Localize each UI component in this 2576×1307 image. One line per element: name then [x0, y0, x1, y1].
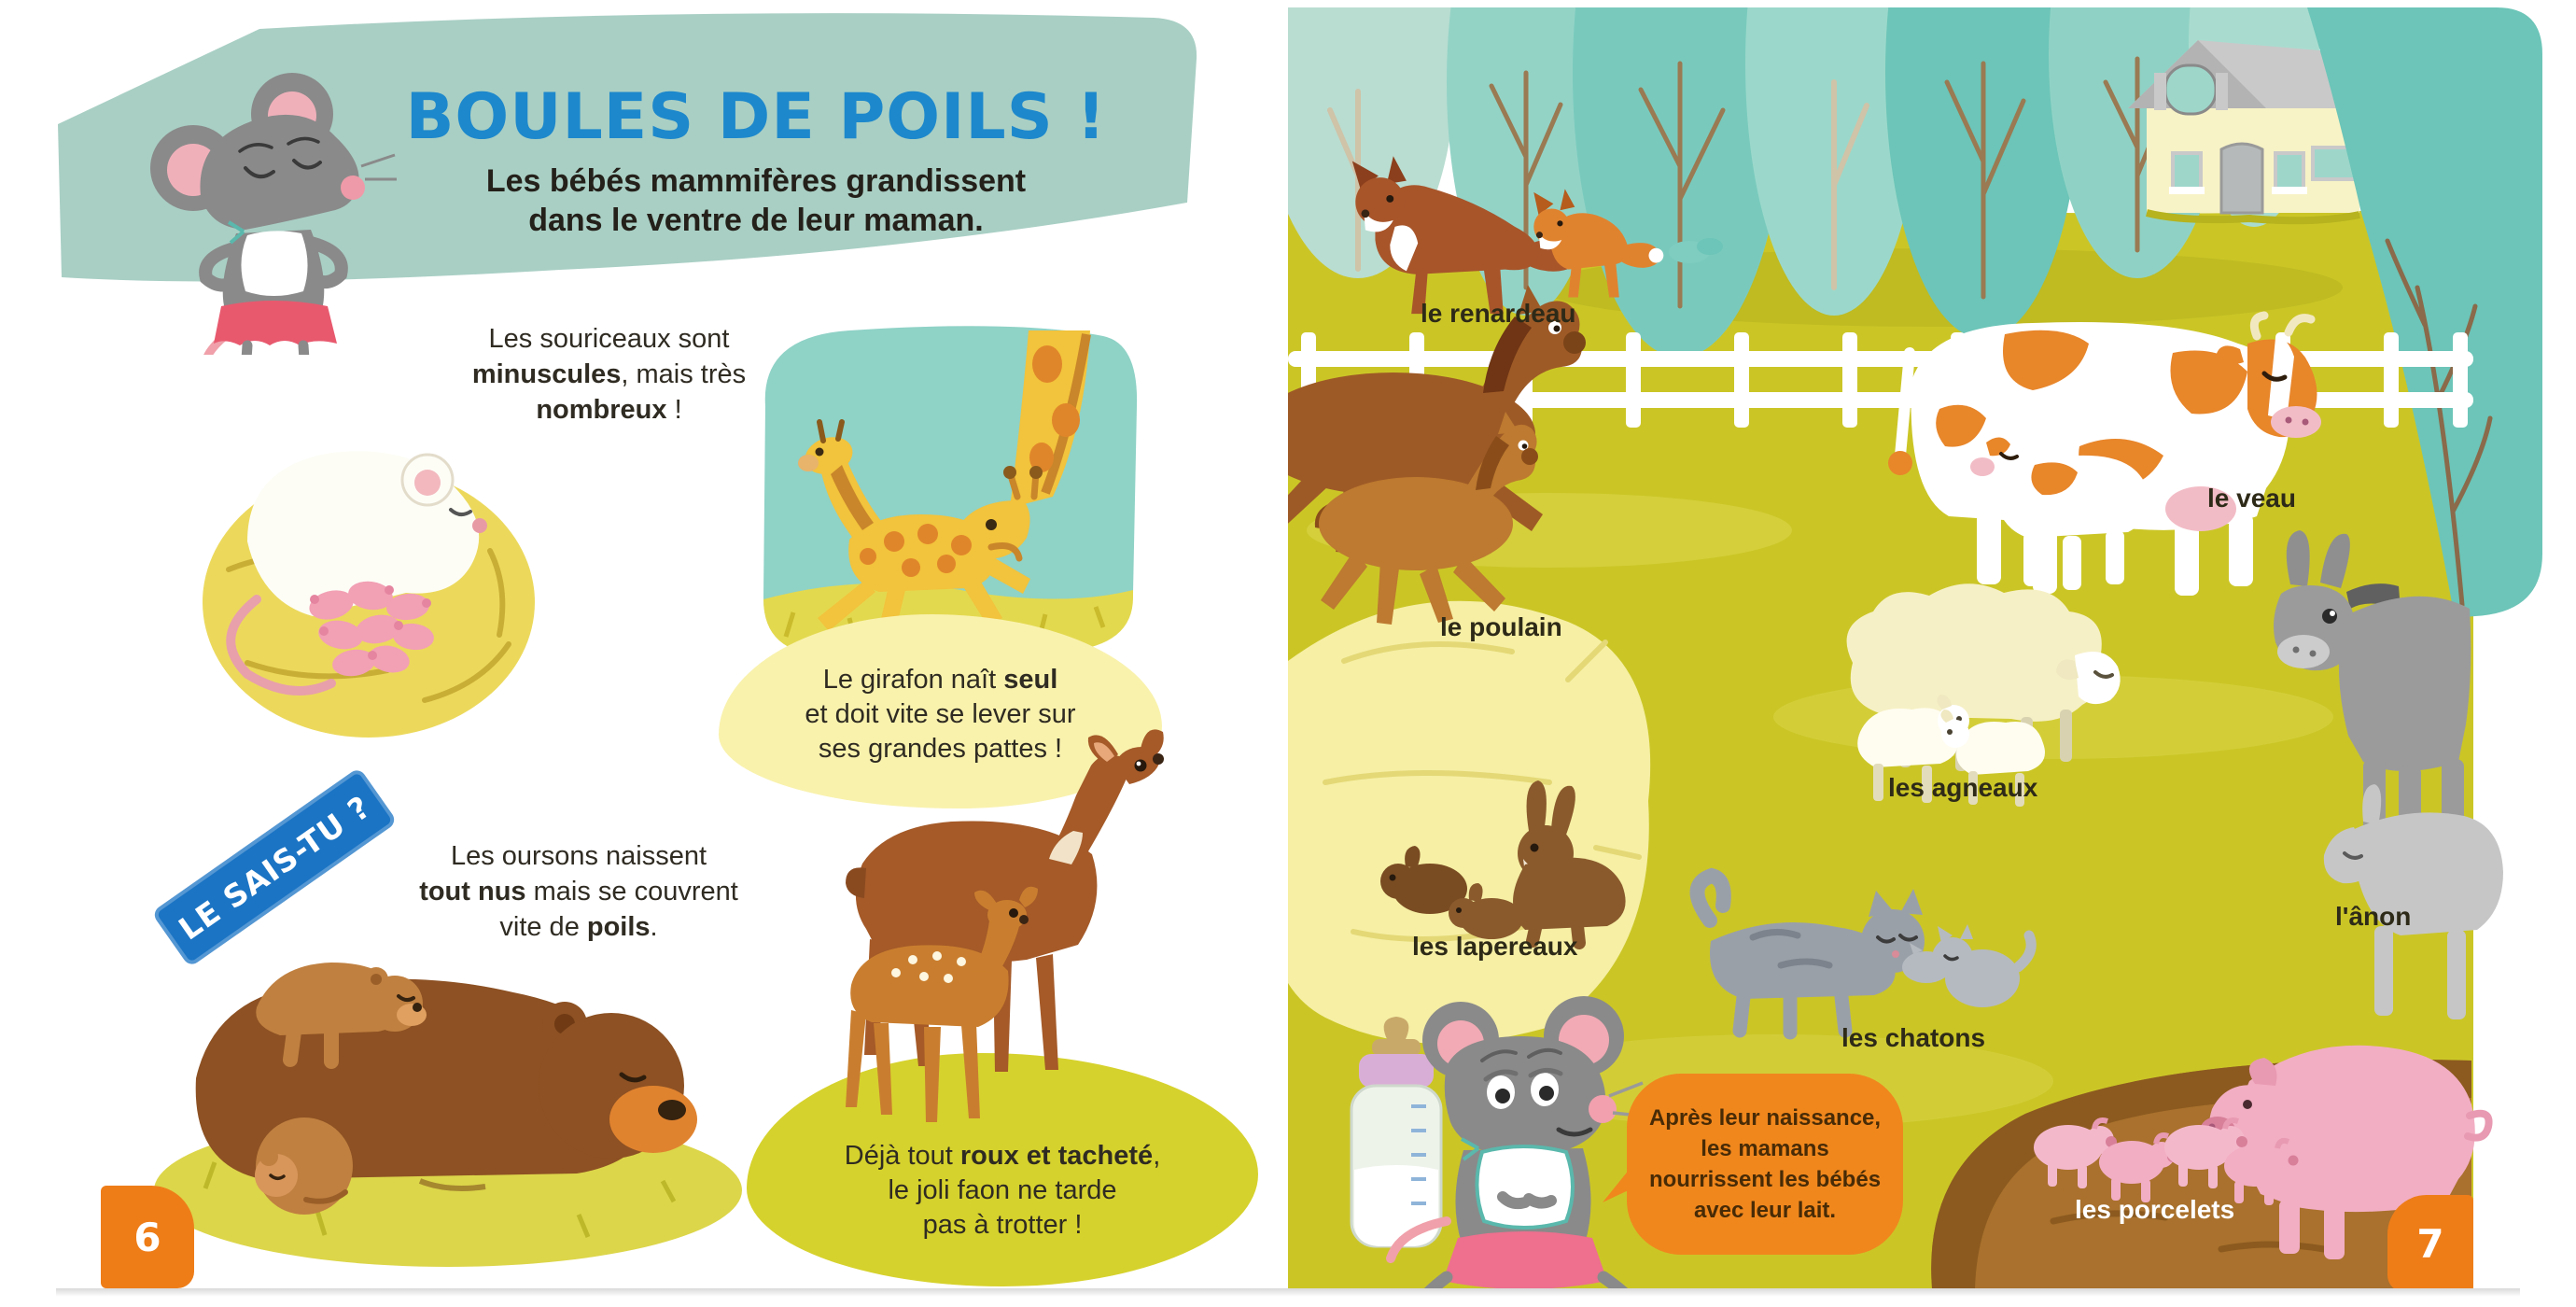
deer-and-fawn-icon [747, 728, 1232, 1148]
mouse-nest-icon [191, 401, 546, 747]
oursons-fact-line3: vite de poils. [499, 912, 658, 942]
souriceaux-fact-line3: nombreux ! [536, 395, 682, 425]
page-number-left: 6 [101, 1186, 194, 1288]
label-chatons: les chatons [1841, 1023, 1986, 1052]
mouse-mascot-icon [135, 56, 397, 355]
label-anon: l'ânon [2335, 902, 2412, 931]
speech-bubble-line1: Après leur naissance, [1648, 1105, 1882, 1131]
speech-bubble-line3: nourrissent les bébés [1648, 1167, 1882, 1192]
page-number-right: 7 [2387, 1195, 2473, 1292]
label-veau: le veau [2207, 484, 2296, 513]
page-title: BOULES DE POILS ! [405, 80, 1107, 154]
page-subtitle-line2: dans le ventre de leur maman. [528, 203, 984, 238]
page-bottom-shadow [56, 1288, 2520, 1297]
speech-bubble-line2: les mamans [1701, 1136, 1829, 1161]
did-you-know-badge: LE SAIS-TU ? [151, 767, 398, 968]
speech-bubble-line4: avec leur lait. [1693, 1198, 1837, 1223]
label-agneaux: les agneaux [1888, 773, 2038, 802]
right-page-farm-scene [1288, 7, 2557, 1288]
label-renardeau: le renardeau [1421, 299, 1576, 328]
girafon-caption-line2: et doit vite se lever sur [805, 699, 1076, 729]
label-porcelets: les porcelets [2075, 1195, 2235, 1224]
oursons-fact-line2: tout nus mais se couvrent [419, 877, 738, 906]
souriceaux-fact-line2: minuscules, mais très [471, 359, 747, 389]
faon-caption-line2: le joli faon ne tarde [888, 1175, 1117, 1205]
souriceaux-fact-line1: Les souriceaux sont [488, 324, 730, 354]
page-subtitle-line1: Les bébés mammifères grandissent [485, 163, 1027, 199]
straw-patch-icon [1288, 601, 1650, 1044]
label-lapereaux: les lapereaux [1412, 932, 1578, 961]
farm-scene-illustration [1288, 7, 2557, 1288]
girafon-caption-line1: Le girafon naît seul [822, 665, 1058, 695]
girafon-caption-line3: ses grandes pattes ! [818, 734, 1063, 764]
label-poulain: le poulain [1440, 612, 1562, 641]
oursons-fact-line1: Les oursons naissent [450, 841, 707, 871]
speech-bubble [1627, 1074, 1903, 1255]
faon-caption-line3: pas à trotter ! [922, 1210, 1083, 1240]
bear-and-cubs-icon [140, 882, 747, 1274]
faon-caption-line1: Déjà tout roux et tacheté, [844, 1141, 1161, 1171]
